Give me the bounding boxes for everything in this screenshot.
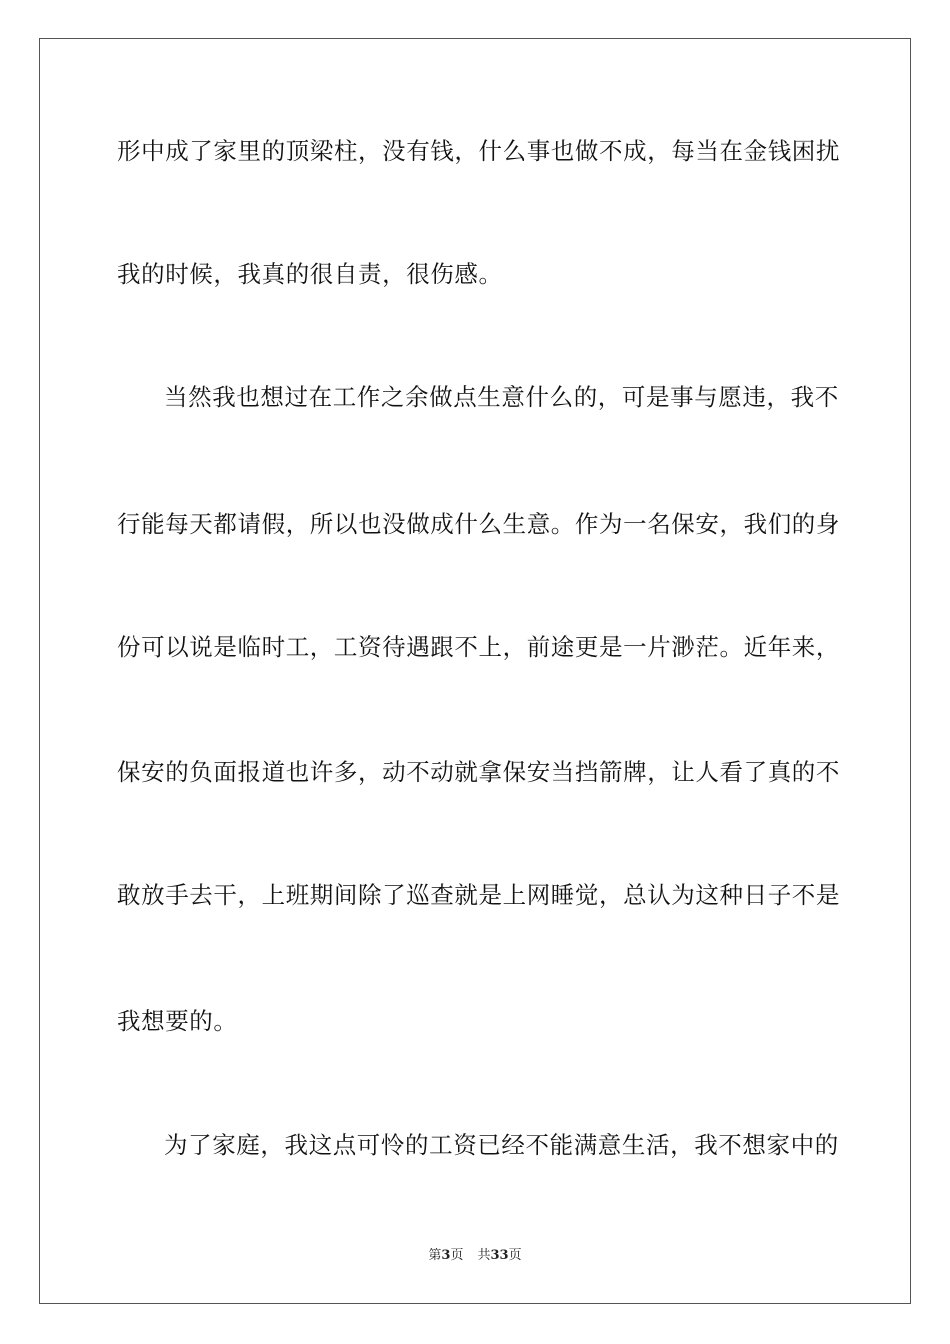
text-line-3: 当然我也想过在工作之余做点生意什么的，可是事与愿违，我不 <box>164 383 839 411</box>
text-line-9: 为了家庭，我这点可怜的工资已经不能满意生活，我不想家中的 <box>164 1131 839 1159</box>
text-line-6: 保安的负面报道也许多，动不动就拿保安当挡箭牌，让人看了真的不 <box>117 758 840 786</box>
text-line-8: 我想要的。 <box>117 1007 238 1035</box>
text-line-1: 形中成了家里的顶梁柱，没有钱，什么事也做不成，每当在金钱困扰 <box>117 137 840 165</box>
text-line-2: 我的时候，我真的很自责，很伤感。 <box>117 260 503 288</box>
footer-total-pages: 33 <box>490 1248 509 1263</box>
footer-page-number: 3 <box>441 1248 451 1263</box>
footer-total-suffix: 页 <box>508 1248 522 1263</box>
footer-page-prefix: 第 <box>428 1248 442 1263</box>
text-line-5: 份可以说是临时工，工资待遇跟不上，前途更是一片渺茫。近年来， <box>117 633 840 661</box>
footer-page-suffix: 页 <box>450 1248 464 1263</box>
page-footer <box>0 1247 950 1265</box>
text-line-4: 行能每天都请假，所以也没做成什么生意。作为一名保安，我们的身 <box>117 510 840 538</box>
page-border <box>39 38 911 1304</box>
text-line-7: 敢放手去干，上班期间除了巡查就是上网睡觉，总认为这种日子不是 <box>117 881 840 909</box>
footer-total-prefix: 共 <box>477 1248 491 1263</box>
